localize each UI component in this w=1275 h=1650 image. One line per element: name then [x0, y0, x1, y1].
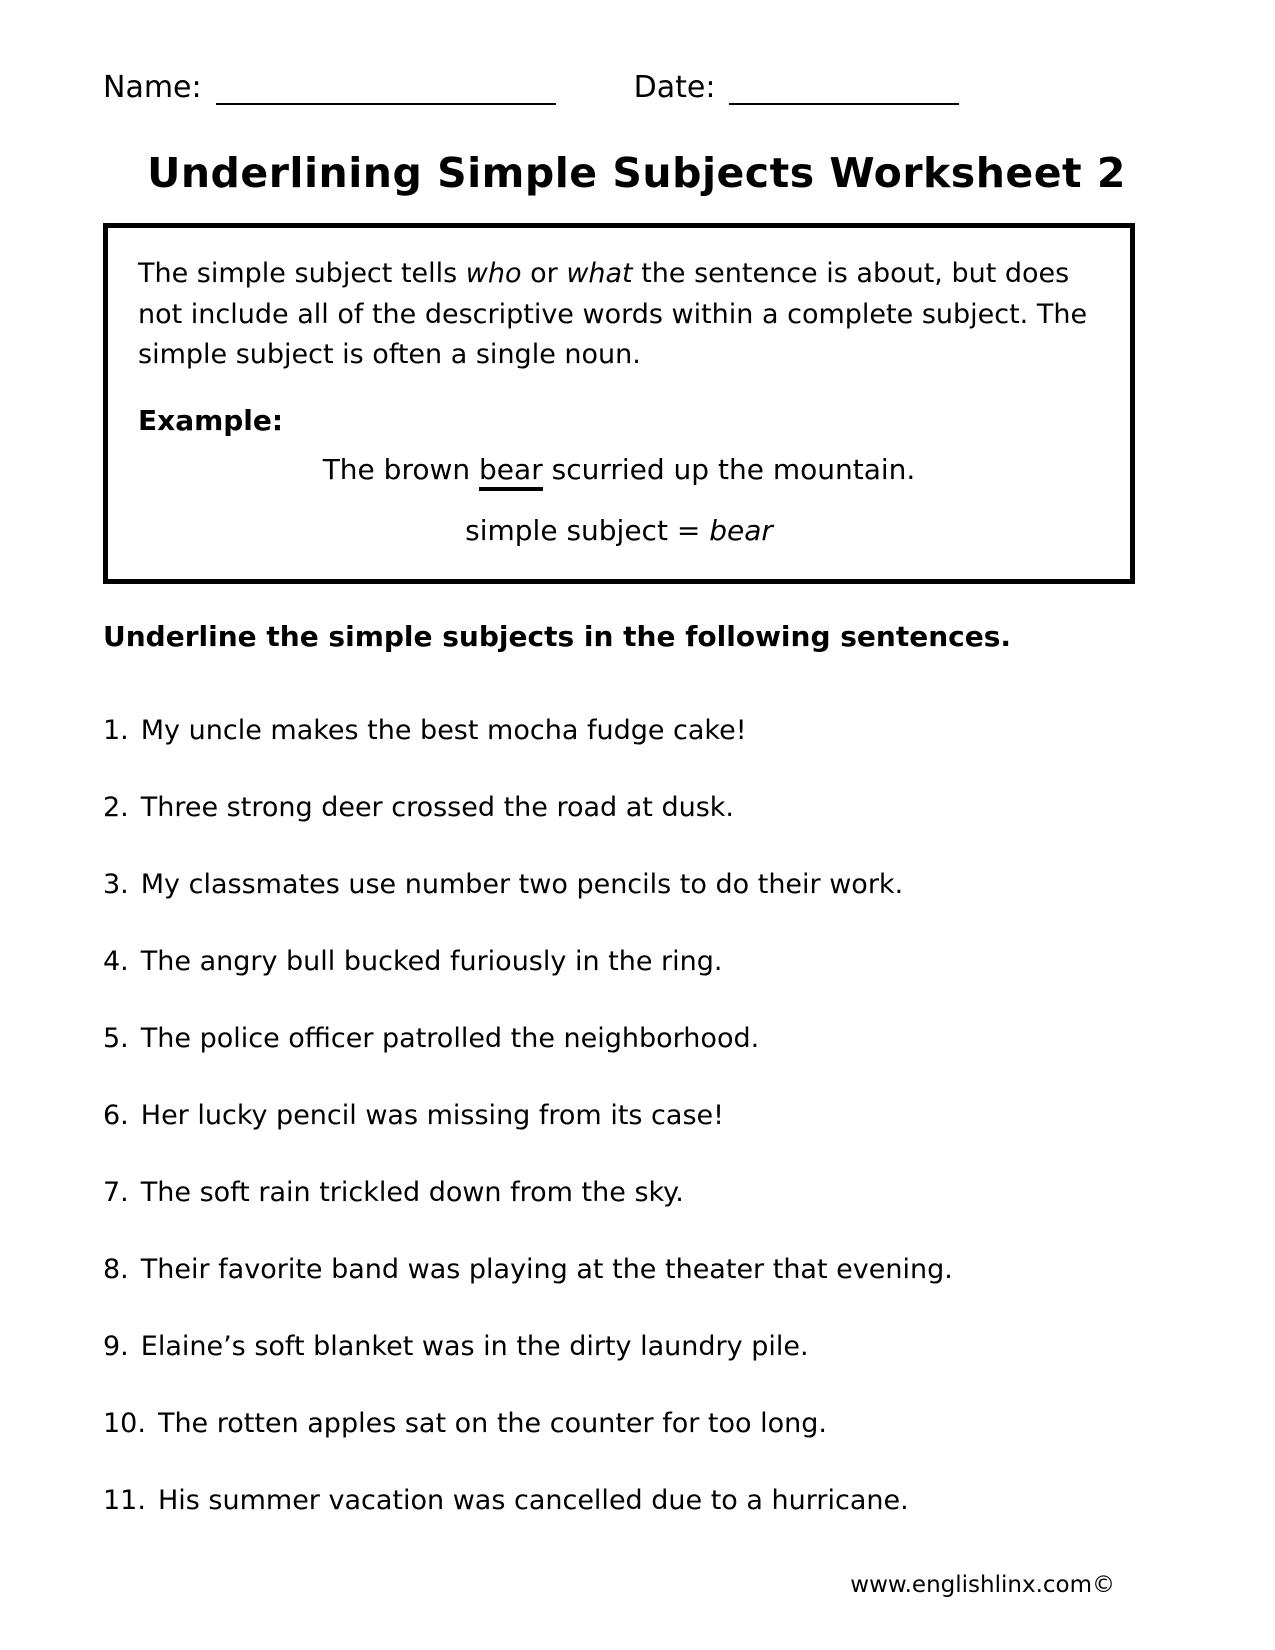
sentence-number: 2. [103, 791, 129, 823]
name-label: Name: [103, 70, 202, 105]
sentence-item-5 [103, 1023, 1170, 1054]
sentence-item-6 [103, 1100, 1170, 1131]
sentence-text: The soft rain trickled down from the sky. [140, 1176, 684, 1208]
definition-box [103, 223, 1135, 584]
example-answer-word: bear [709, 513, 773, 547]
sentence-number: 4. [103, 945, 129, 977]
definition-part-1: The simple subject tells [138, 258, 466, 289]
sentence-item-2 [103, 792, 1170, 823]
example-label: Example: [138, 403, 284, 437]
example-sentence-after: scurried up the mountain. [542, 452, 916, 486]
sentence-item-11 [103, 1485, 1170, 1516]
header [103, 70, 1170, 105]
sentence-number: 11. [103, 1484, 146, 1516]
website-text: www.englishlinx.com© [850, 1572, 1115, 1598]
sentence-item-10 [103, 1408, 1170, 1439]
example-answer [138, 514, 1100, 547]
sentence-number: 7. [103, 1176, 129, 1208]
example-underlined-word: bear [479, 453, 543, 491]
sentence-item-4 [103, 946, 1170, 977]
example-sentence [138, 453, 1100, 486]
sentence-item-7 [103, 1177, 1170, 1208]
sentence-number: 10. [103, 1407, 146, 1439]
sentence-text: Their favorite band was playing at the theater that evening. [140, 1253, 953, 1285]
sentence-text: Three strong deer crossed the road at dusk. [140, 791, 735, 823]
sentence-text: The police officer patrolled the neighborhood. [140, 1022, 760, 1054]
sentence-number: 5. [103, 1022, 129, 1054]
sentence-text: His summer vacation was cancelled due to a hurricane. [157, 1484, 909, 1516]
sentence-text: My classmates use number two pencils to do their work. [140, 868, 904, 900]
sentence-number: 1. [103, 714, 129, 746]
sentence-number: 9. [103, 1330, 129, 1362]
sentence-text: Elaine’s soft blanket was in the dirty laundry pile. [140, 1330, 809, 1362]
sentence-number: 6. [103, 1099, 129, 1131]
example-answer-prefix: simple subject = [465, 513, 710, 547]
name-blank [216, 75, 556, 105]
definition-italic-who: who [465, 258, 522, 289]
instructions: Underline the simple subjects in the following sentences. [103, 619, 1012, 653]
definition-part-2: or [521, 258, 567, 289]
sentence-item-1 [103, 715, 1170, 746]
footer [850, 1572, 1115, 1598]
definition-part-3: the sentence is about, but does not include all of the descriptive words within a complete subject. The simple subject is often a single noun. [138, 258, 1088, 370]
sentence-number: 8. [103, 1253, 129, 1285]
example-sentence-before: The brown [322, 452, 480, 486]
sentence-number: 3. [103, 868, 129, 900]
sentence-text: The angry bull bucked furiously in the ring. [140, 945, 723, 977]
sentence-item-9 [103, 1331, 1170, 1362]
definition-text [138, 254, 1100, 376]
sentence-text: The rotten apples sat on the counter for too long. [157, 1407, 827, 1439]
sentence-list [103, 715, 1170, 1516]
sentence-item-3 [103, 869, 1170, 900]
page-title: Underlining Simple Subjects Worksheet 2 [147, 149, 1126, 197]
sentence-text: Her lucky pencil was missing from its case! [140, 1099, 724, 1131]
sentence-text: My uncle makes the best mocha fudge cake! [140, 714, 747, 746]
date-label: Date: [633, 70, 716, 105]
date-blank [729, 75, 959, 105]
definition-italic-what: what [566, 258, 633, 289]
sentence-item-8 [103, 1254, 1170, 1285]
